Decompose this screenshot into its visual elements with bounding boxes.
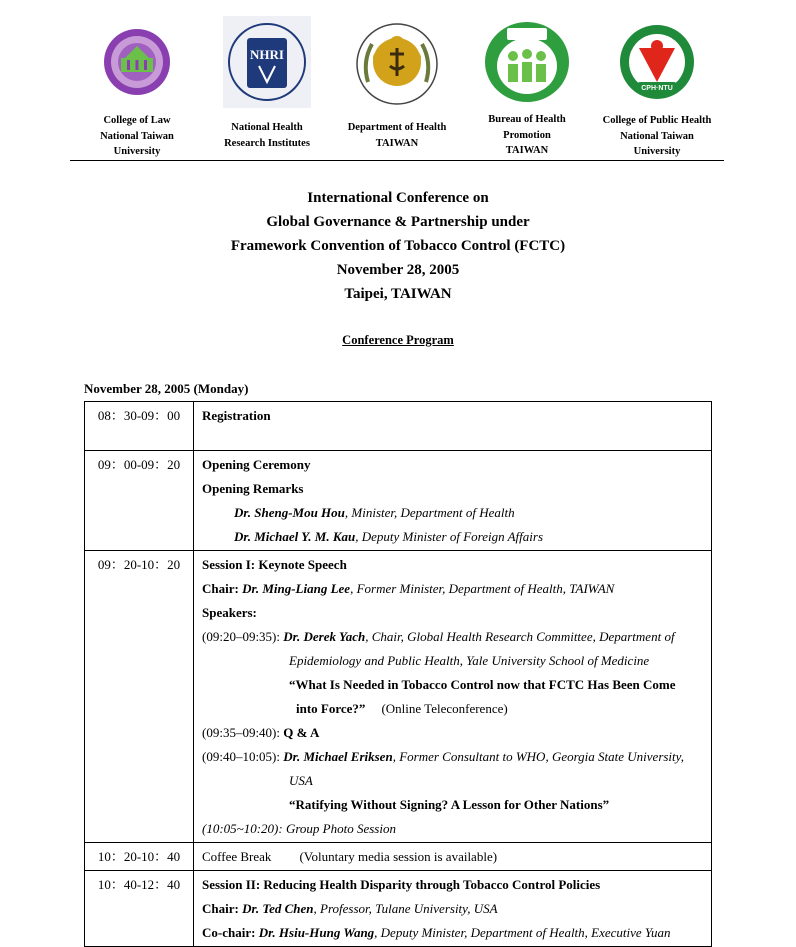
talk-title-cont	[202, 698, 711, 722]
speaker-affiliation: , Minister, Department of Health	[344, 505, 515, 520]
chair-name: Dr. Ming-Liang Lee	[242, 581, 351, 596]
session-cell	[194, 451, 712, 551]
title-line: International Conference on	[307, 190, 489, 206]
speaker-affiliation-cont: USA	[289, 773, 313, 788]
time-cell: 10：20-10：40	[85, 843, 194, 871]
schedule-row-coffee-break	[85, 843, 712, 871]
time-cell: 10：40-12：40	[85, 871, 194, 947]
logo-caption-line: College of Law	[103, 115, 171, 126]
speaker-affiliation: , Chair, Global Health Research Committee, Department of	[365, 629, 675, 644]
speaker-affiliation-cont: Epidemiology and Public Health, Yale University School of Medicine	[289, 653, 650, 668]
speaker-line	[202, 526, 711, 550]
photo-session-label: Group Photo Session	[282, 821, 396, 836]
chair-label: Chair:	[202, 581, 243, 596]
session-title: Registration	[202, 408, 271, 423]
talk-time: (09:35–09:40):	[202, 725, 284, 740]
svg-text:NHRI: NHRI	[250, 47, 284, 62]
session-subtitle: Opening Remarks	[202, 481, 304, 496]
program-heading	[0, 333, 796, 348]
logo-caption-line: National Taiwan	[100, 130, 174, 142]
session-title: Opening Ceremony	[202, 457, 311, 472]
talk-time: (09:40–10:05):	[202, 749, 284, 764]
speaker-name: Dr. Derek Yach	[283, 629, 366, 644]
chair-affiliation: , Former Minister, Department of Health, TAIWAN	[350, 581, 615, 596]
qa-label: Q & A	[283, 725, 320, 740]
session-cell	[194, 402, 712, 451]
photo-line	[202, 818, 711, 842]
title-date: November 28, 2005	[336, 262, 460, 278]
speaker-line	[202, 502, 711, 526]
session-title: Coffee Break	[202, 849, 272, 864]
speakers-label: Speakers:	[202, 605, 257, 620]
header-divider	[70, 160, 724, 161]
title-line: Global Governance & Partnership under	[266, 214, 530, 230]
logo-caption-line: Bureau of Health	[488, 114, 566, 125]
session-title: Session I: Keynote Speech	[202, 557, 347, 572]
speaker-name: Dr. Michael Eriksen	[283, 749, 393, 764]
co-chair-name: Dr. Hsiu-Hung Wang	[258, 925, 375, 940]
talk-title: “What Is Needed in Tobacco Control now that FCTC Has Been Come	[289, 677, 676, 692]
session-note: (Voluntary media session is available)	[299, 849, 498, 864]
college-of-public-health-logo-icon	[619, 24, 695, 100]
college-of-law-logo-icon	[103, 28, 171, 96]
session-cell	[194, 843, 712, 871]
talk-title: “Ratifying Without Signing? A Lesson for Other Nations”	[289, 797, 610, 812]
logo-caption-line: TAIWAN	[505, 145, 549, 156]
speaker-name: Dr. Sheng-Mou Hou	[234, 505, 345, 520]
talk-time: (10:05~10:20):	[202, 821, 283, 836]
co-chair-line	[202, 922, 711, 946]
logo-caption-line: Promotion	[503, 129, 551, 141]
chair-line	[202, 578, 711, 602]
logo-caption-line: University	[113, 146, 161, 157]
bureau-of-health-promotion-logo-icon	[483, 20, 571, 104]
department-of-health-logo-icon	[354, 22, 440, 106]
schedule-row-opening	[85, 451, 712, 551]
time-cell: 09：00-09：20	[85, 451, 194, 551]
chair-affiliation: , Professor, Tulane University, USA	[313, 901, 498, 916]
co-chair-label: Co-chair:	[202, 925, 259, 940]
session-cell	[194, 871, 712, 947]
schedule-row-session-2	[85, 871, 712, 947]
time-cell: 09：20-10：20	[85, 551, 194, 843]
logo-caption-line: Department of Health	[347, 122, 447, 133]
talk-time: (09:20–09:35):	[202, 629, 284, 644]
speaker-name: Dr. Michael Y. M. Kau	[234, 529, 356, 544]
chair-name: Dr. Ted Chen	[242, 901, 314, 916]
svg-text:CPH·NTU: CPH·NTU	[641, 85, 673, 92]
co-chair-affiliation: , Deputy Minister, Department of Health, Executive Yuan	[374, 925, 671, 940]
schedule-row-registration	[85, 402, 712, 451]
chair-line	[202, 898, 711, 922]
logo-caption-line: National Health	[231, 122, 303, 133]
nhri-logo-icon	[223, 16, 311, 108]
logo-caption-line: National Taiwan	[620, 130, 694, 142]
qa-line	[202, 722, 711, 746]
speaker-line	[202, 746, 711, 770]
time-cell: 08：30-09：00	[85, 402, 194, 451]
session-cell	[194, 551, 712, 843]
logo-caption-line: Research Institutes	[224, 137, 310, 149]
chair-label: Chair:	[202, 901, 243, 916]
logo-header	[70, 14, 724, 160]
logo-caption-line: College of Public Health	[602, 115, 712, 126]
talk-note: (Online Teleconference)	[381, 701, 508, 716]
conference-title	[0, 186, 796, 306]
talk-title-end: into Force?”	[296, 701, 366, 716]
coffee-line	[202, 846, 711, 870]
title-line: Framework Convention of Tobacco Control (FCTC)	[230, 238, 566, 254]
schedule-row-session-1	[85, 551, 712, 843]
day-heading: November 28, 2005 (Monday)	[84, 381, 249, 396]
logo-caption-line: University	[633, 146, 681, 157]
speaker-affiliation: , Former Consultant to WHO, Georgia State University,	[392, 749, 684, 764]
session-title: Session II: Reducing Health Disparity through Tobacco Control Policies	[202, 877, 601, 892]
logo-caption-line: TAIWAN	[375, 137, 419, 149]
schedule-table	[84, 401, 712, 947]
title-location: Taipei, TAIWAN	[344, 286, 452, 302]
speaker-line	[202, 626, 711, 650]
speaker-affiliation: , Deputy Minister of Foreign Affairs	[355, 529, 543, 544]
program-heading-text: Conference Program	[342, 333, 454, 347]
